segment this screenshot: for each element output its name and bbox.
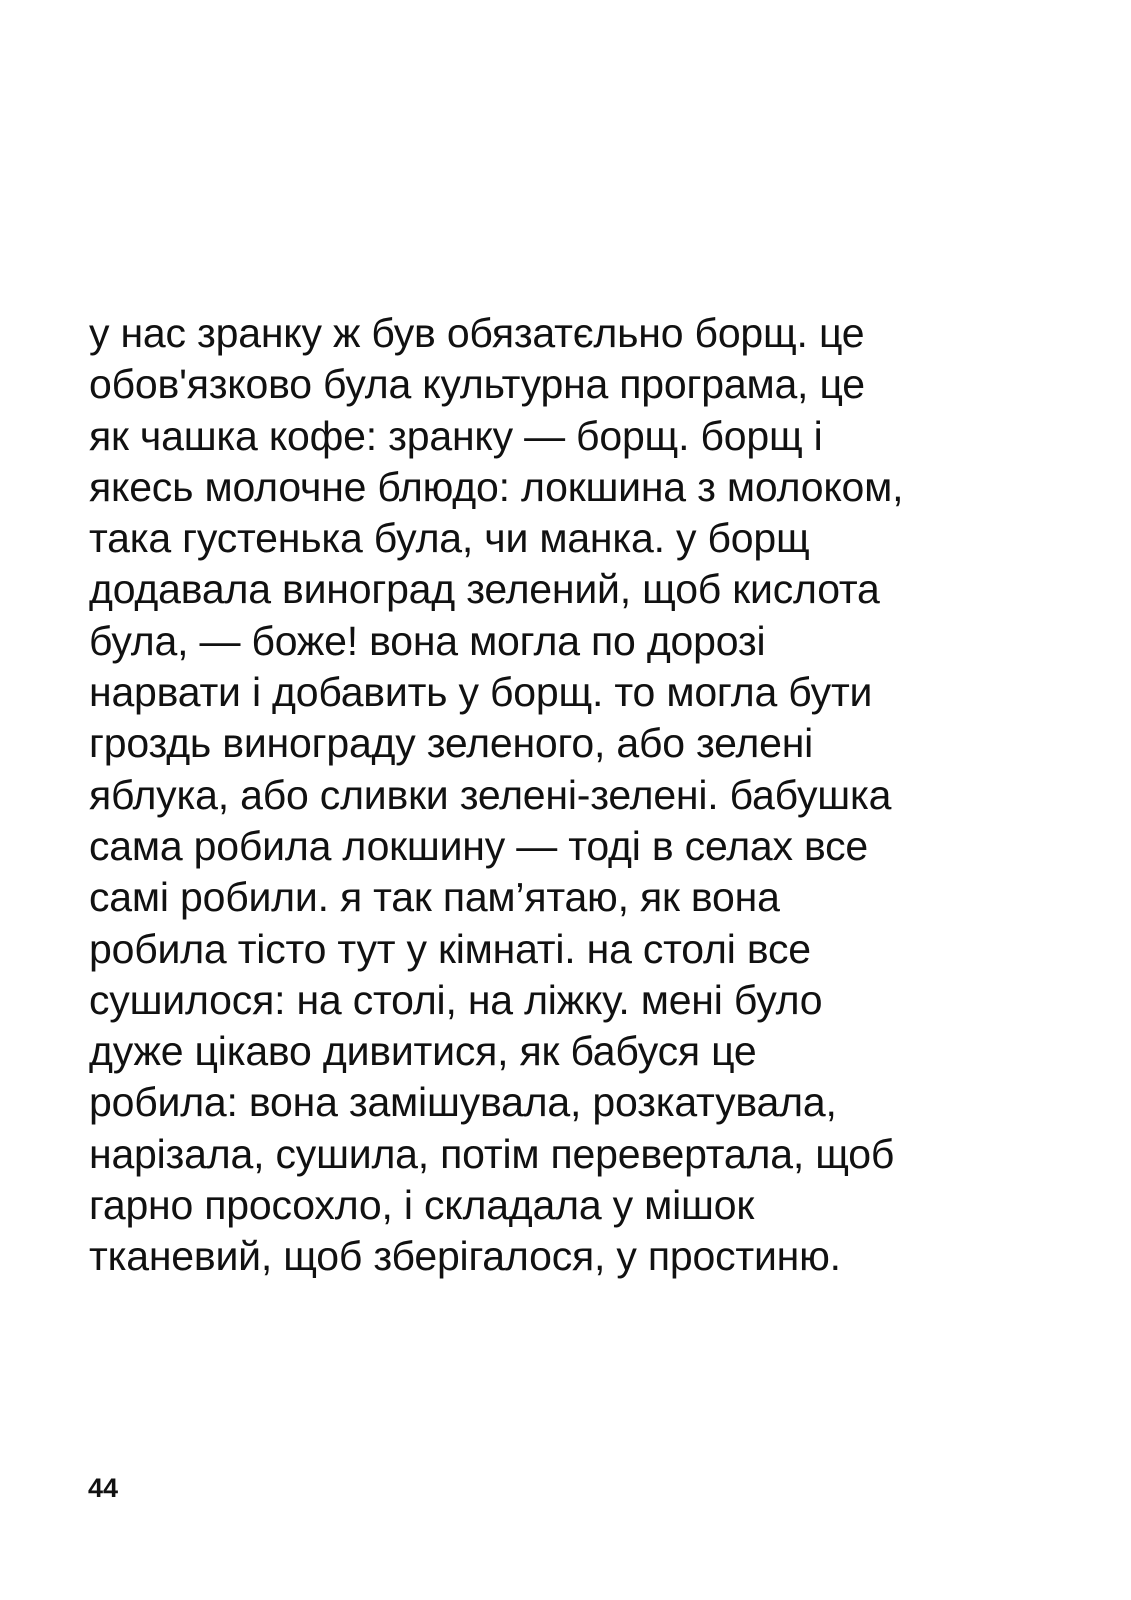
text-line: яблука, або сливки зелені-зелені. бабушка bbox=[89, 771, 892, 818]
text-line: якесь молочне блюдо: локшина з молоком, bbox=[89, 463, 904, 510]
text-line: сушилося: на столі, на ліжку. мені було bbox=[89, 976, 823, 1023]
text-line: самі робили. я так пам’ятаю, як вона bbox=[89, 874, 780, 921]
text-line: у нас зранку ж був обязатєльно борщ. це bbox=[89, 310, 865, 356]
text-line: гарно просохло, і складала у мішок bbox=[89, 1182, 755, 1229]
text-line: робила: вона замішувала, розкатувала, bbox=[89, 1079, 837, 1126]
text-line: обов'язково була культурна програма, це bbox=[89, 361, 865, 408]
text-line: дуже цікаво дивитися, як бабуся це bbox=[89, 1028, 757, 1075]
text-line: така густенька була, чи манка. у борщ bbox=[89, 515, 810, 562]
text-line: гроздь винограду зеленого, або зелені bbox=[89, 720, 814, 767]
text-line: тканевий, щоб зберігалося, у простиню. bbox=[89, 1233, 841, 1280]
text-line: як чашка кофе: зранку — борщ. борщ і bbox=[89, 412, 823, 459]
text-line: робила тісто тут у кімнаті. на столі все bbox=[89, 925, 811, 972]
text-line: була, — боже! вона могла по дорозі bbox=[89, 617, 766, 664]
text-line: додавала виноград зелений, щоб кислота bbox=[89, 566, 880, 613]
body-text bbox=[89, 308, 1069, 1283]
text-line: нарізала, сушила, потім перевертала, щоб bbox=[89, 1130, 895, 1177]
text-line: сама робила локшину — тоді в селах все bbox=[89, 822, 869, 869]
page-number: 44 bbox=[88, 1473, 119, 1503]
text-line: нарвати і добавить у борщ. то могла бути bbox=[89, 669, 873, 716]
